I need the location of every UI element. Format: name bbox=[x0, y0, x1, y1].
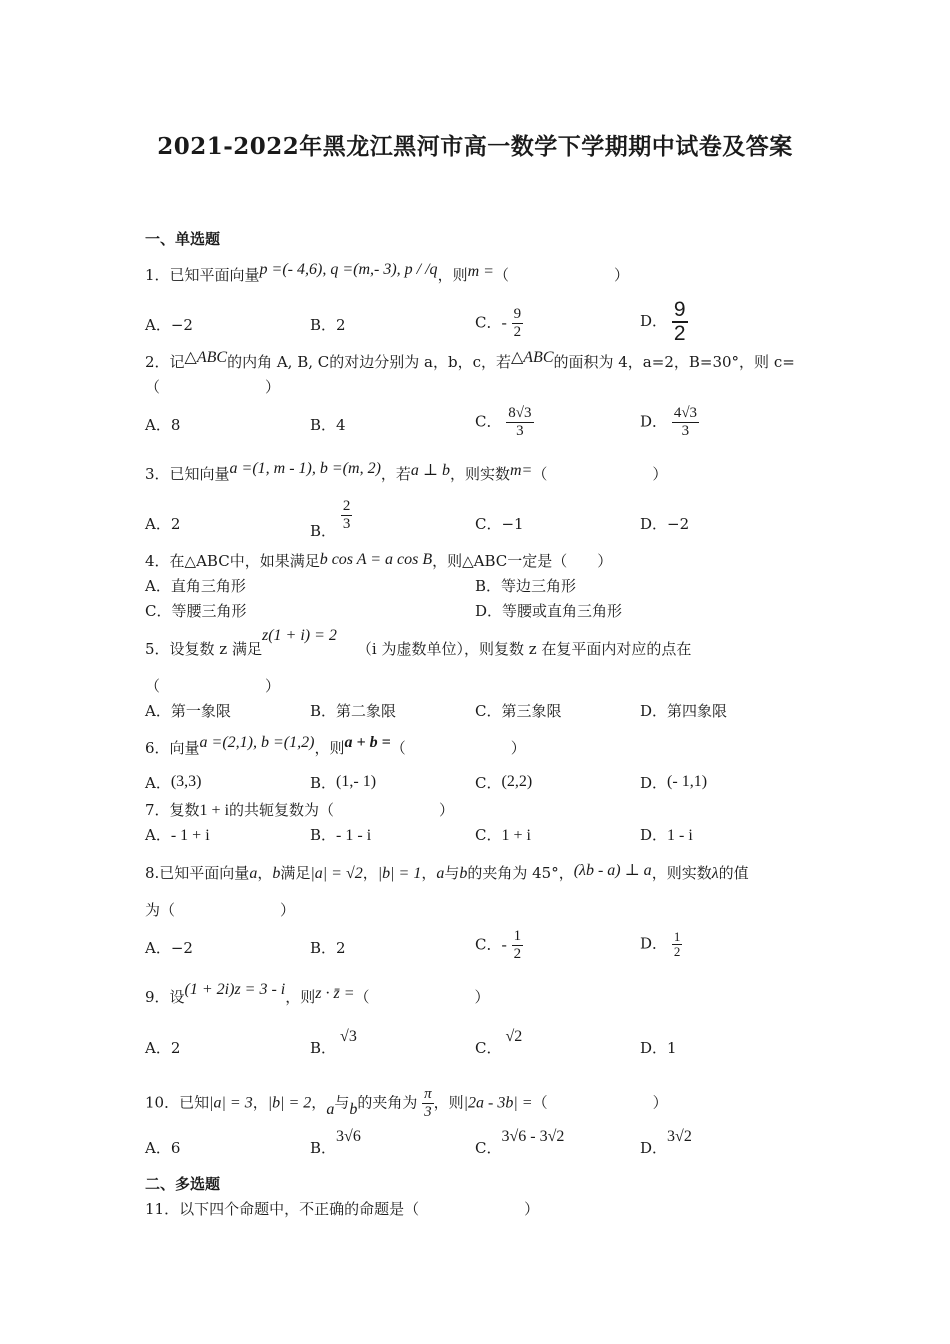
question-10-formula: |2a - 3b| = bbox=[463, 1094, 533, 1112]
question-10-text: 的夹角为 bbox=[357, 1093, 418, 1112]
q10-option-c-value: 3√6 - 3√2 bbox=[501, 1128, 565, 1145]
q6-option-c bbox=[475, 773, 532, 794]
q10-option-d-label: D． bbox=[640, 1139, 668, 1157]
question-10-text: 与 bbox=[334, 1093, 350, 1112]
question-8-text: 的值 bbox=[718, 864, 749, 882]
question-8-text: 的夹角为 45°， bbox=[467, 864, 574, 882]
question-5-answer-blank: （ ） bbox=[145, 677, 281, 695]
q10-option-c-label: C． bbox=[475, 1139, 502, 1157]
q8-option-c-label: C． bbox=[475, 935, 502, 954]
question-5-formula: z(1 + i) = 2 bbox=[261, 627, 337, 644]
separator: ， bbox=[311, 1093, 327, 1112]
q9-option-d: D．1 bbox=[640, 1039, 677, 1057]
question-6-formula: a =(2,1), b =(1,2) bbox=[199, 734, 315, 751]
q7-option-a-label: A． bbox=[145, 826, 171, 844]
q9-option-b-label: B． bbox=[310, 1039, 337, 1057]
question-7-stem: 7．复数 bbox=[145, 801, 200, 819]
question-2-text: 的面积为 4，a=2，B=30°，则 c= bbox=[553, 353, 795, 371]
q2-option-b: B．4 bbox=[310, 416, 346, 434]
q8-option-c bbox=[475, 928, 523, 963]
question-6-stem: 6．向量 bbox=[145, 739, 200, 757]
q6-option-d-value: (- 1,1) bbox=[667, 773, 708, 790]
fraction-numerator: 8√3 bbox=[508, 405, 532, 421]
q6-option-a-value: (3,3) bbox=[170, 773, 202, 790]
q9-option-a: A．2 bbox=[145, 1039, 181, 1057]
lambda-symbol: λ bbox=[711, 865, 719, 882]
question-10-answer-blank: （ ） bbox=[532, 1093, 668, 1112]
question-3-text: ，若 bbox=[380, 465, 411, 483]
question-1-formula: p =(- 4,6), q =(m,- 3), p / /q bbox=[259, 261, 438, 278]
q1-option-d bbox=[640, 299, 688, 345]
fraction-numerator: 9 bbox=[513, 306, 522, 322]
q2-option-d-fraction bbox=[672, 405, 699, 440]
question-8-text: 与 bbox=[444, 864, 460, 882]
question-4-formula: b cos A = a cos B bbox=[319, 551, 433, 568]
q2-option-d bbox=[640, 405, 699, 440]
separator: ， bbox=[252, 1093, 268, 1112]
vector-b: b bbox=[349, 1100, 358, 1118]
question-6-text: ，则 bbox=[314, 739, 345, 757]
q1-option-c-label: C． bbox=[475, 313, 502, 332]
q3-option-b bbox=[310, 498, 352, 540]
question-3-answer-blank: （ ） bbox=[532, 465, 668, 483]
vector-b: b bbox=[272, 865, 281, 882]
fraction-numerator: π bbox=[424, 1086, 432, 1102]
q1-option-c bbox=[475, 306, 523, 341]
separator: ， bbox=[362, 864, 378, 882]
question-6-answer-blank: （ ） bbox=[390, 739, 526, 757]
q7-option-c bbox=[475, 825, 531, 846]
q6-option-d-label: D． bbox=[640, 774, 668, 792]
question-8-text: ， bbox=[421, 864, 437, 882]
fraction-denominator: 3 bbox=[681, 423, 690, 439]
question-1-text: ，则 bbox=[437, 266, 468, 284]
section-heading-single-choice: 一、单选题 bbox=[145, 230, 221, 248]
question-2-text: 的内角 A, B, C的对边分别为 a，b，c，若 bbox=[227, 353, 511, 371]
fraction-numerator: 1 bbox=[513, 928, 522, 944]
question-8-text: 满足 bbox=[280, 864, 311, 882]
question-8-text: ，则实数 bbox=[651, 864, 712, 882]
q2-option-c-fraction bbox=[506, 405, 533, 440]
fraction-denominator: 2 bbox=[673, 944, 681, 959]
question-6 bbox=[145, 734, 526, 759]
q10-option-b-value: 3√6 bbox=[336, 1128, 361, 1145]
q3-option-c: C．−1 bbox=[475, 515, 524, 533]
question-10-formula: |b| = 2 bbox=[267, 1094, 312, 1112]
q8-option-c-sign: - bbox=[501, 936, 507, 954]
q10-option-d-value: 3√2 bbox=[667, 1128, 692, 1145]
question-9-answer-blank: （ ） bbox=[354, 988, 490, 1006]
q6-option-b bbox=[310, 773, 376, 794]
fraction-denominator: 3 bbox=[516, 423, 524, 439]
q6-option-a-label: A． bbox=[145, 774, 171, 792]
q6-option-c-label: C． bbox=[475, 774, 502, 792]
question-5 bbox=[145, 627, 692, 660]
question-3-stem: 3．已知向量 bbox=[145, 465, 230, 483]
q2-option-c bbox=[475, 405, 534, 440]
q2-option-d-label: D． bbox=[640, 412, 668, 431]
q6-option-c-value: (2,2) bbox=[501, 773, 533, 790]
question-11: 11．以下四个命题中，不正确的命题是（ ） bbox=[145, 1200, 540, 1218]
q1-option-c-fraction bbox=[512, 306, 524, 341]
q9-option-c bbox=[475, 1028, 523, 1059]
q3-option-b-label: B． bbox=[310, 521, 337, 540]
question-10-text: ，则 bbox=[433, 1093, 464, 1112]
q9-option-b-value: √3 bbox=[340, 1028, 357, 1045]
q8-option-d bbox=[640, 930, 682, 959]
q10-option-a: A．6 bbox=[145, 1139, 181, 1157]
q5-option-b: B．第二象限 bbox=[310, 702, 397, 720]
q6-option-d bbox=[640, 773, 707, 794]
q1-option-d-fraction bbox=[672, 299, 688, 345]
q1-option-d-label: D． bbox=[640, 312, 668, 330]
q7-option-d-label: D． bbox=[640, 826, 668, 844]
question-5-stem: 5．设复数 z 满足 bbox=[145, 640, 262, 658]
question-5-text: （i 为虚数单位），则复数 z 在复平面内对应的点在 bbox=[356, 640, 692, 658]
fraction-numerator: 2 bbox=[342, 498, 351, 514]
triangle-symbol: △ABC bbox=[184, 349, 228, 366]
q8-option-a: A．−2 bbox=[145, 939, 193, 957]
question-2-answer-blank: （ ） bbox=[145, 378, 281, 396]
q9-option-b bbox=[310, 1028, 357, 1059]
question-1-variable: m = bbox=[467, 263, 494, 280]
vector-a: a bbox=[249, 865, 258, 882]
q7-option-b bbox=[310, 825, 371, 846]
q7-option-a bbox=[145, 825, 210, 846]
question-2 bbox=[145, 349, 795, 373]
q1-option-c-sign: - bbox=[501, 314, 507, 332]
question-8-stem: 8.已知平面向量 bbox=[145, 864, 250, 882]
question-8-answer-blank: 为（ ） bbox=[145, 901, 296, 919]
fraction-denominator: 2 bbox=[673, 322, 686, 345]
question-1 bbox=[145, 261, 629, 286]
q7-option-b-label: B． bbox=[310, 826, 337, 844]
question-3-text: ，则实数 bbox=[449, 465, 510, 483]
q6-option-b-value: (1,- 1) bbox=[336, 773, 377, 790]
question-3 bbox=[145, 460, 668, 485]
question-8-formula: (λb - a) ⊥ a bbox=[573, 862, 652, 879]
q10-option-d bbox=[640, 1128, 692, 1159]
q7-option-c-value: 1 + i bbox=[501, 827, 531, 844]
fraction-numerator: 1 bbox=[673, 929, 681, 944]
q8-option-d-label: D． bbox=[640, 934, 668, 953]
q5-option-d: D．第四象限 bbox=[640, 702, 728, 720]
question-7 bbox=[145, 800, 454, 821]
q5-option-a: A．第一象限 bbox=[145, 702, 231, 720]
question-2-stem: 2．记 bbox=[145, 353, 185, 371]
q10-option-b bbox=[310, 1128, 361, 1159]
vector-a: a bbox=[326, 1100, 335, 1118]
question-4 bbox=[145, 551, 612, 572]
q2-option-a: A．8 bbox=[145, 416, 181, 434]
question-7-formula: 1 + i bbox=[199, 802, 230, 819]
q5-option-c: C．第三象限 bbox=[475, 702, 562, 720]
question-8-formula: |b| = 1 bbox=[377, 865, 422, 882]
question-4-text: ，则△ABC一定是（ ） bbox=[432, 552, 613, 570]
fraction-denominator: 2 bbox=[513, 324, 522, 340]
q7-option-c-label: C． bbox=[475, 826, 502, 844]
fraction-denominator: 2 bbox=[513, 946, 522, 962]
q6-option-b-label: B． bbox=[310, 774, 337, 792]
question-9-stem: 9．设 bbox=[145, 988, 185, 1006]
q8-option-d-fraction bbox=[672, 930, 683, 959]
q3-option-a: A．2 bbox=[145, 515, 181, 533]
q3-option-d: D．−2 bbox=[640, 515, 690, 533]
vector-a: a bbox=[436, 865, 445, 882]
question-10-formula: |a| = 3 bbox=[209, 1094, 253, 1112]
q7-option-d bbox=[640, 825, 693, 846]
vector-b: b bbox=[459, 865, 468, 882]
q8-option-b: B．2 bbox=[310, 939, 346, 957]
fraction-denominator: 3 bbox=[342, 516, 351, 532]
fraction-denominator: 3 bbox=[424, 1104, 432, 1120]
question-3-formula: a =(1, m - 1), b =(m, 2) bbox=[229, 460, 381, 477]
question-3-variable: m= bbox=[509, 462, 533, 479]
question-8 bbox=[145, 863, 749, 884]
question-6-variable: a + b = bbox=[344, 734, 391, 751]
q8-option-c-fraction bbox=[512, 928, 524, 963]
question-9 bbox=[145, 981, 490, 1008]
triangle-symbol: △ABC bbox=[510, 349, 554, 366]
question-9-variable: z · z̄ = bbox=[315, 985, 355, 1002]
question-1-stem: 1．已知平面向量 bbox=[145, 266, 260, 284]
q1-option-a: A．−2 bbox=[145, 316, 193, 334]
question-7-text: 的共轭复数为（ ） bbox=[229, 801, 455, 819]
document-title: 2021-2022年黑龙江黑河市高一数学下学期期中试卷及答案 bbox=[157, 133, 793, 160]
fraction-numerator: 4√3 bbox=[673, 405, 698, 421]
q4-option-b: B．等边三角形 bbox=[475, 577, 577, 595]
q4-option-c: C．等腰三角形 bbox=[145, 602, 247, 620]
fraction-numerator: 9 bbox=[673, 298, 686, 321]
q2-option-c-label: C． bbox=[475, 412, 502, 431]
q9-option-c-value: √2 bbox=[505, 1028, 523, 1045]
question-10 bbox=[145, 1086, 668, 1121]
q9-option-c-label: C． bbox=[475, 1039, 502, 1057]
q7-option-b-value: - 1 - i bbox=[336, 827, 372, 844]
q4-option-a: A．直角三角形 bbox=[145, 577, 246, 595]
q7-option-a-value: - 1 + i bbox=[170, 827, 210, 844]
q7-option-d-value: 1 - i bbox=[667, 827, 693, 844]
question-4-stem: 4．在△ABC中，如果满足 bbox=[145, 552, 320, 570]
q3-option-b-fraction bbox=[341, 498, 353, 533]
q4-option-d: D．等腰或直角三角形 bbox=[475, 602, 623, 620]
separator: ， bbox=[257, 864, 273, 882]
q6-option-a bbox=[145, 773, 202, 794]
question-10-stem: 10．已知 bbox=[145, 1093, 210, 1112]
section-heading-multiple-choice: 二、多选题 bbox=[145, 1175, 221, 1193]
question-8-formula: |a| = √2 bbox=[310, 865, 363, 882]
question-3-condition: a ⊥ b bbox=[410, 462, 450, 479]
question-1-answer-blank: （ ） bbox=[493, 266, 629, 284]
question-9-text: ，则 bbox=[285, 988, 316, 1006]
q1-option-b: B．2 bbox=[310, 316, 346, 334]
q10-option-c bbox=[475, 1128, 565, 1159]
pi-over-3-fraction bbox=[422, 1086, 434, 1121]
q10-option-b-label: B． bbox=[310, 1139, 337, 1157]
question-9-formula: (1 + 2i)z = 3 - i bbox=[184, 981, 286, 998]
